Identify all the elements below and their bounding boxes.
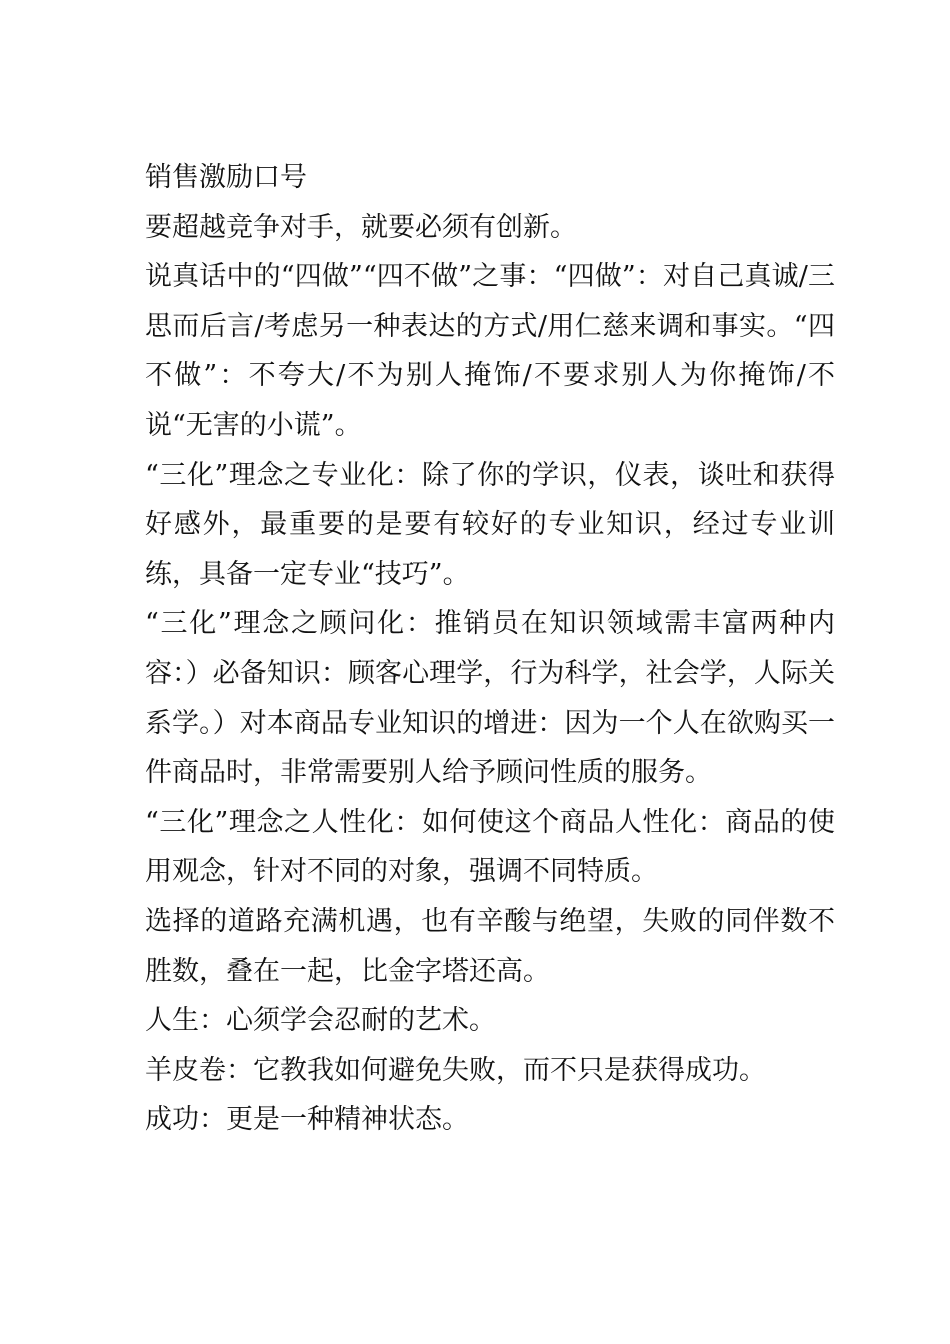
paragraph-chosen-path: 选择的道路充满机遇，也有辛酸与绝望，失败的同伴数不胜数，叠在一起，比金字塔还高。 — [145, 905, 835, 987]
paragraph-success: 成功：更是一种精神状态。 — [145, 1104, 469, 1136]
paragraph-humanization: “三化”理念之人性化：如何使这个商品人性化：商品的使用观念，针对不同的对象，强调不同特质。 — [145, 806, 835, 888]
document-title: 销售激励口号 — [145, 162, 307, 193]
paragraph-life: 人生：心须学会忍耐的艺术。 — [145, 1005, 496, 1037]
paragraph-scroll: 羊皮卷：它教我如何避免失败，而不只是获得成功。 — [145, 1054, 766, 1086]
paragraph-honesty: 说真话中的“四做”“四不做”之事：“四做”：对自己真诚/三思而后言/考虑另一种表达的方式/用仁慈来调和事实。“四不做”：不夸大/不为别人掩饰/不要求别人为你掩饰/不说“无害的小谎”。 — [145, 261, 835, 441]
paragraph-consulting: “三化”理念之顾问化：推销员在知识领域需丰富两种内容：）必备知识：顾客心理学，行为科学，社会学，人际关系学。）对本商品专业知识的增进：因为一个人在欲购买一件商品时，非常需要别人给予顾问性质的服务。 — [145, 608, 835, 789]
paragraph-innovation: 要超越竞争对手，就要必须有创新。 — [145, 211, 577, 243]
document-body — [145, 153, 835, 1145]
paragraph-professionalization: “三化”理念之专业化：除了你的学识，仪表，谈吐和获得好感外，最重要的是要有较好的专业知识，经过专业训练，具备一定专业“技巧”。 — [145, 459, 835, 590]
